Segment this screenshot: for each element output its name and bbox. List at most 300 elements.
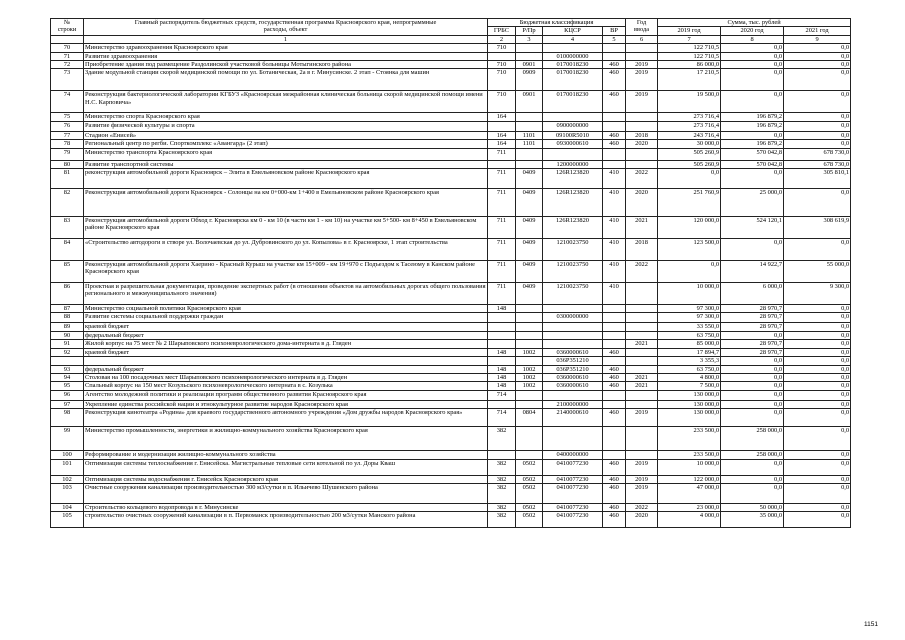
row-rpr (516, 121, 543, 131)
col-number: 9 (784, 35, 851, 43)
row-vr (603, 323, 626, 331)
row-sum-2020: 196 879,2 (721, 140, 784, 148)
row-sum-2019: 122 710,5 (658, 44, 721, 52)
row-grbs: 711 (488, 239, 516, 261)
table-row (51, 348, 851, 356)
row-name: Развитие здравоохранения (84, 52, 488, 60)
row-rpr (516, 390, 543, 400)
row-vr: 410 (603, 261, 626, 283)
row-sum-2021: 0,0 (784, 331, 851, 339)
row-year (626, 427, 658, 451)
row-name: Оптимизация системы водоснабжения г. Енисейск Красноярского края (84, 475, 488, 483)
header-name: Главный распорядитель бюджетных средств, государственная программа Красноярского края, непрограммные расходы, объект (84, 19, 488, 36)
row-rpr: 0409 (516, 217, 543, 239)
row-sum-2020: 0,0 (721, 131, 784, 139)
row-sum-2019: 233 500,0 (658, 427, 721, 451)
table-row (51, 69, 851, 91)
row-sum-2020: 0,0 (721, 382, 784, 390)
row-grbs: 148 (488, 365, 516, 373)
row-rpr (516, 400, 543, 408)
row-name: Реконструкция автомобильной дороги Обход г. Красноярска км 0 - км 10 (в части км 1 - км 10) на участке км 5+500- км 8+450 в Емельяновском районе Красноярского края (84, 217, 488, 239)
row-vr: 460 (603, 382, 626, 390)
row-kcsr: 0170018230 (543, 91, 603, 113)
budget-table (50, 18, 851, 528)
row-sum-2019: 122 710,5 (658, 52, 721, 60)
row-rpr (516, 427, 543, 451)
row-sum-2019: 0,0 (658, 261, 721, 283)
row-sum-2021: 0,0 (784, 451, 851, 459)
row-kcsr (543, 340, 603, 348)
row-vr: 460 (603, 459, 626, 475)
table-row (51, 340, 851, 348)
row-rpr: 0909 (516, 69, 543, 91)
row-vr (603, 357, 626, 365)
row-sum-2020: 6 000,0 (721, 283, 784, 305)
row-name: строительство очистных сооружений канализации в п. Первоманск производительностью 200 м3/сутки Манского района (84, 512, 488, 528)
row-grbs: 148 (488, 373, 516, 381)
row-kcsr: 1210023750 (543, 261, 603, 283)
row-rpr (516, 113, 543, 121)
row-sum-2021: 0,0 (784, 61, 851, 69)
row-vr: 410 (603, 169, 626, 189)
row-sum-2020: 28 970,7 (721, 313, 784, 323)
table-row (51, 217, 851, 239)
row-name: Проектная и разрешительная документация, проведение экспертных работ (в отношении объектов на автомобильных дорогах общего пользования регионального и межмуниципального значения) (84, 283, 488, 305)
row-vr: 410 (603, 239, 626, 261)
row-kcsr: 0170018230 (543, 61, 603, 69)
row-name: Реконструкция кинотеатра «Родина» для краевого государственного автономного учреждения «Дом дружбы народов Красноярского края» (84, 409, 488, 427)
row-sum-2021: 55 000,0 (784, 261, 851, 283)
row-kcsr: 09100R5010 (543, 131, 603, 139)
row-number: 89 (51, 323, 84, 331)
row-vr (603, 44, 626, 52)
row-vr: 460 (603, 373, 626, 381)
row-rpr (516, 52, 543, 60)
header-sum: Сумма, тыс. рублей (658, 19, 851, 27)
row-number: 90 (51, 331, 84, 339)
row-number: 88 (51, 313, 84, 323)
row-rpr (516, 305, 543, 313)
row-sum-2019: 63 750,0 (658, 331, 721, 339)
header-year: Год ввода (626, 19, 658, 36)
row-grbs (488, 52, 516, 60)
row-sum-2019: 17 894,7 (658, 348, 721, 356)
row-name: Министерство спорта Красноярского края (84, 113, 488, 121)
row-sum-2020: 0,0 (721, 61, 784, 69)
row-name: Развитие системы социальной поддержки граждан (84, 313, 488, 323)
row-rpr: 0502 (516, 503, 543, 511)
row-sum-2021: 0,0 (784, 409, 851, 427)
row-name: Столовая на 100 посадочных мест Шарыповского психоневрологического интерната в д. Гляден (84, 373, 488, 381)
row-number: 70 (51, 44, 84, 52)
row-year (626, 348, 658, 356)
row-sum-2021: 0,0 (784, 483, 851, 503)
row-sum-2020: 28 970,7 (721, 305, 784, 313)
row-sum-2021: 678 730,0 (784, 160, 851, 168)
row-kcsr: 1210023750 (543, 239, 603, 261)
table-row (51, 91, 851, 113)
row-sum-2020: 196 879,2 (721, 113, 784, 121)
row-grbs: 711 (488, 189, 516, 217)
row-kcsr: 0410077230 (543, 503, 603, 511)
row-sum-2021: 0,0 (784, 357, 851, 365)
row-year (626, 400, 658, 408)
row-vr (603, 400, 626, 408)
row-number: 101 (51, 459, 84, 475)
row-name: Реконструкция автомобильной дороги Красноярск - Солонцы на км 0+000-км 1+400 в Емельяновском районе Красноярского края (84, 189, 488, 217)
row-grbs: 711 (488, 169, 516, 189)
column-number-row (51, 35, 851, 43)
row-sum-2019: 251 760,9 (658, 189, 721, 217)
row-sum-2021: 0,0 (784, 348, 851, 356)
row-name: Развитие транспортной системы (84, 160, 488, 168)
row-sum-2019: 505 260,9 (658, 148, 721, 160)
row-rpr: 0502 (516, 483, 543, 503)
row-sum-2020: 0,0 (721, 357, 784, 365)
row-name: Оптимизация системы теплоснабжения г. Енисейска. Магистральные тепловые сети котельной по ул. Доры Кваш (84, 459, 488, 475)
table-row (51, 459, 851, 475)
row-grbs (488, 357, 516, 365)
row-sum-2020: 0,0 (721, 409, 784, 427)
row-name: Строительство кольцевого водопровода в г. Минусинске (84, 503, 488, 511)
table-row (51, 239, 851, 261)
row-vr: 460 (603, 503, 626, 511)
row-number: 95 (51, 382, 84, 390)
row-vr: 460 (603, 365, 626, 373)
row-vr: 460 (603, 91, 626, 113)
row-sum-2019: 86 000,0 (658, 61, 721, 69)
row-grbs (488, 160, 516, 168)
row-name (84, 357, 488, 365)
row-rpr (516, 148, 543, 160)
row-rpr: 0502 (516, 475, 543, 483)
table-row (51, 113, 851, 121)
row-vr: 410 (603, 283, 626, 305)
row-vr: 460 (603, 409, 626, 427)
row-sum-2019: 33 550,0 (658, 323, 721, 331)
row-kcsr: 0410077230 (543, 475, 603, 483)
row-kcsr: 1210023750 (543, 283, 603, 305)
row-sum-2021: 0,0 (784, 239, 851, 261)
row-vr (603, 331, 626, 339)
row-year (626, 148, 658, 160)
row-sum-2019: 3 355,3 (658, 357, 721, 365)
row-rpr (516, 340, 543, 348)
row-name: Развитие физической культуры и спорта (84, 121, 488, 131)
row-sum-2020: 50 000,0 (721, 503, 784, 511)
row-sum-2021: 0,0 (784, 305, 851, 313)
row-rpr: 0901 (516, 91, 543, 113)
row-year (626, 160, 658, 168)
row-rpr: 0804 (516, 409, 543, 427)
table-row (51, 169, 851, 189)
table-row (51, 475, 851, 483)
row-number: 96 (51, 390, 84, 400)
row-sum-2019: 17 210,5 (658, 69, 721, 91)
row-sum-2021: 0,0 (784, 459, 851, 475)
row-number: 74 (51, 91, 84, 113)
row-name: «Строительство автодороги в створе ул. Волочаевская до ул. Дубровинского до ул. Копылова» в г. Красноярске, 1 этап строительства (84, 239, 488, 261)
row-sum-2020: 0,0 (721, 52, 784, 60)
table-row (51, 313, 851, 323)
col-number: 5 (603, 35, 626, 43)
table-row (51, 189, 851, 217)
row-kcsr: 0300000000 (543, 313, 603, 323)
row-grbs (488, 331, 516, 339)
header-kcsr: КЦСР (543, 27, 603, 35)
row-vr (603, 390, 626, 400)
row-year (626, 283, 658, 305)
row-vr: 460 (603, 61, 626, 69)
row-rpr: 1002 (516, 373, 543, 381)
row-grbs: 164 (488, 140, 516, 148)
row-sum-2021: 0,0 (784, 140, 851, 148)
row-grbs: 382 (488, 512, 516, 528)
row-sum-2021: 0,0 (784, 365, 851, 373)
row-vr: 410 (603, 217, 626, 239)
row-year: 2022 (626, 261, 658, 283)
row-kcsr: 0930000610 (543, 140, 603, 148)
row-kcsr (543, 331, 603, 339)
row-year (626, 357, 658, 365)
row-grbs (488, 340, 516, 348)
col-number: 4 (543, 35, 603, 43)
row-vr (603, 313, 626, 323)
row-grbs: 382 (488, 427, 516, 451)
row-rpr: 0502 (516, 459, 543, 475)
row-name: федеральный бюджет (84, 365, 488, 373)
row-name: федеральный бюджет (84, 331, 488, 339)
row-sum-2021: 0,0 (784, 475, 851, 483)
row-kcsr (543, 323, 603, 331)
header-grbs: ГРБС (488, 27, 516, 35)
row-name: Жилой корпус на 75 мест № 2 Шарыповского психоневрологического дома-интерната в д. Гляден (84, 340, 488, 348)
row-kcsr: 0400000000 (543, 451, 603, 459)
table-row (51, 160, 851, 168)
table-row (51, 331, 851, 339)
row-sum-2019: 123 500,0 (658, 239, 721, 261)
row-sum-2021: 678 730,0 (784, 148, 851, 160)
row-grbs: 711 (488, 217, 516, 239)
page-number: 1151 (864, 621, 878, 628)
row-sum-2021: 0,0 (784, 503, 851, 511)
row-sum-2021: 0,0 (784, 340, 851, 348)
col-number: 2 (488, 35, 516, 43)
row-name: реконструкция автомобильной дороги Красноярск – Элита в Емельяновском районе Красноярского края (84, 169, 488, 189)
row-sum-2019: 120 000,0 (658, 217, 721, 239)
row-number: 103 (51, 483, 84, 503)
row-vr (603, 305, 626, 313)
header-2020: 2020 год (721, 27, 784, 35)
row-year: 2019 (626, 91, 658, 113)
row-sum-2019: 30 000,0 (658, 140, 721, 148)
row-year: 2022 (626, 503, 658, 511)
row-year: 2019 (626, 69, 658, 91)
table-row (51, 427, 851, 451)
table-body (51, 44, 851, 528)
row-kcsr (543, 390, 603, 400)
row-sum-2019: 243 716,4 (658, 131, 721, 139)
col-number: 7 (658, 35, 721, 43)
row-sum-2019: 130 000,0 (658, 400, 721, 408)
table-row (51, 52, 851, 60)
col-number: 3 (516, 35, 543, 43)
row-sum-2021: 0,0 (784, 52, 851, 60)
row-number: 73 (51, 69, 84, 91)
row-year: 2020 (626, 189, 658, 217)
row-grbs: 711 (488, 148, 516, 160)
row-number: 91 (51, 340, 84, 348)
row-sum-2021: 0,0 (784, 512, 851, 528)
table-row (51, 261, 851, 283)
row-sum-2021: 0,0 (784, 382, 851, 390)
header-budget-classification: Бюджетная классификация (488, 19, 626, 27)
row-sum-2021: 0,0 (784, 323, 851, 331)
table-row (51, 44, 851, 52)
row-year (626, 313, 658, 323)
row-kcsr (543, 148, 603, 160)
row-vr: 460 (603, 512, 626, 528)
table-row (51, 305, 851, 313)
row-number: 92 (51, 348, 84, 356)
row-name: краевой бюджет (84, 348, 488, 356)
row-sum-2020: 28 970,7 (721, 340, 784, 348)
row-grbs: 148 (488, 348, 516, 356)
row-rpr: 1101 (516, 131, 543, 139)
row-rpr (516, 160, 543, 168)
row-kcsr (543, 305, 603, 313)
row-sum-2019: 122 000,0 (658, 475, 721, 483)
row-grbs: 382 (488, 483, 516, 503)
row-sum-2019: 273 716,4 (658, 113, 721, 121)
row-sum-2020: 524 120,1 (721, 217, 784, 239)
row-vr: 460 (603, 348, 626, 356)
row-sum-2020: 0,0 (721, 459, 784, 475)
row-rpr: 1101 (516, 140, 543, 148)
row-sum-2020: 35 000,0 (721, 512, 784, 528)
row-sum-2020: 0,0 (721, 390, 784, 400)
table-row (51, 512, 851, 528)
row-sum-2019: 63 750,0 (658, 365, 721, 373)
row-sum-2021: 0,0 (784, 121, 851, 131)
row-sum-2019: 85 000,0 (658, 340, 721, 348)
row-sum-2019: 130 000,0 (658, 409, 721, 427)
row-vr (603, 52, 626, 60)
row-sum-2021: 0,0 (784, 131, 851, 139)
row-sum-2021: 0,0 (784, 427, 851, 451)
row-number: 82 (51, 189, 84, 217)
row-sum-2020: 0,0 (721, 169, 784, 189)
row-year: 2019 (626, 483, 658, 503)
col-number (51, 35, 84, 43)
row-grbs: 164 (488, 113, 516, 121)
row-year: 2021 (626, 217, 658, 239)
row-year: 2019 (626, 459, 658, 475)
row-number: 80 (51, 160, 84, 168)
row-sum-2021: 305 810,1 (784, 169, 851, 189)
row-sum-2019: 4 800,0 (658, 373, 721, 381)
row-name: Спальный корпус на 150 мест Козульского психоневрологического интерната в с. Козулька (84, 382, 488, 390)
row-grbs: 148 (488, 305, 516, 313)
row-kcsr: 126R123820 (543, 217, 603, 239)
header-vr: ВР (603, 27, 626, 35)
row-year: 2019 (626, 475, 658, 483)
row-year: 2019 (626, 409, 658, 427)
row-rpr: 0409 (516, 283, 543, 305)
row-year (626, 44, 658, 52)
row-number: 83 (51, 217, 84, 239)
row-name: Укрепление единства российской нации и этнокультурное развитие народов Красноярского края (84, 400, 488, 408)
row-kcsr: 126R123820 (543, 169, 603, 189)
header-rpr: Р/Пр (516, 27, 543, 35)
row-year (626, 323, 658, 331)
row-number: 94 (51, 373, 84, 381)
row-grbs: 711 (488, 261, 516, 283)
row-kcsr: 0100000000 (543, 52, 603, 60)
row-kcsr: 036Р351210 (543, 357, 603, 365)
row-vr (603, 113, 626, 121)
table-row (51, 323, 851, 331)
row-rpr: 0409 (516, 239, 543, 261)
row-year (626, 365, 658, 373)
row-number (51, 357, 84, 365)
row-rpr (516, 331, 543, 339)
row-year: 2021 (626, 382, 658, 390)
row-sum-2019: 4 000,0 (658, 512, 721, 528)
row-grbs: 382 (488, 475, 516, 483)
row-name: Министерство транспорта Красноярского края (84, 148, 488, 160)
row-rpr: 0409 (516, 169, 543, 189)
row-sum-2019: 0,0 (658, 169, 721, 189)
row-number: 79 (51, 148, 84, 160)
row-year (626, 121, 658, 131)
row-year: 2021 (626, 373, 658, 381)
row-vr (603, 121, 626, 131)
row-grbs: 382 (488, 459, 516, 475)
row-name: Реформирование и модернизация жилищно-коммунального хозяйства (84, 451, 488, 459)
table-row (51, 409, 851, 427)
table-header (51, 19, 851, 44)
row-year: 2018 (626, 239, 658, 261)
table-row (51, 382, 851, 390)
row-sum-2020: 0,0 (721, 331, 784, 339)
row-name: Здание модульной станции скорой медицинской помощи по ул. Ботаническая, 2а в г. Минусинске. 2 этап - Стоянка для машин (84, 69, 488, 91)
row-year: 2022 (626, 169, 658, 189)
row-number: 87 (51, 305, 84, 313)
row-sum-2020: 258 000,0 (721, 427, 784, 451)
row-grbs: 164 (488, 131, 516, 139)
row-kcsr: 0410077230 (543, 459, 603, 475)
row-sum-2021: 0,0 (784, 313, 851, 323)
row-rpr (516, 451, 543, 459)
row-year (626, 305, 658, 313)
row-name: краевой бюджет (84, 323, 488, 331)
row-sum-2020: 0,0 (721, 44, 784, 52)
row-year (626, 52, 658, 60)
row-year (626, 390, 658, 400)
table-row (51, 373, 851, 381)
row-sum-2020: 0,0 (721, 365, 784, 373)
row-vr: 410 (603, 189, 626, 217)
row-number: 72 (51, 61, 84, 69)
row-sum-2020: 28 970,7 (721, 323, 784, 331)
row-vr: 460 (603, 131, 626, 139)
row-rpr: 0409 (516, 261, 543, 283)
row-vr (603, 427, 626, 451)
row-kcsr: 0360000610 (543, 382, 603, 390)
row-number: 99 (51, 427, 84, 451)
row-sum-2020: 14 922,7 (721, 261, 784, 283)
